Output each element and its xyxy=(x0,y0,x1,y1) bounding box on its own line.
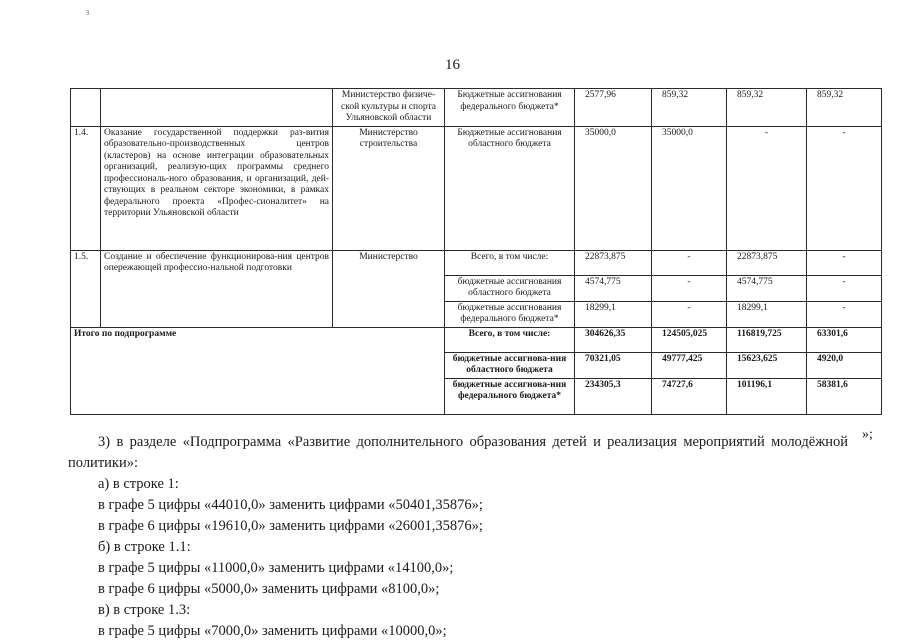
table-row xyxy=(71,250,882,275)
cell-value: - xyxy=(807,301,882,327)
paragraph: в графе 6 цифры «19610,0» заменить цифрами «26001,35876»; xyxy=(98,518,483,534)
cell-no: 1.5. xyxy=(71,250,101,327)
cell-executor: Министерство физиче-ской культуры и спорта Ульяновской области xyxy=(333,89,445,127)
paragraph: а) в строке 1: xyxy=(98,476,179,492)
cell-value: 859,32 xyxy=(807,89,882,127)
cell-value: 18299,1 xyxy=(727,301,807,327)
cell-value: 74727,6 xyxy=(652,378,727,414)
cell-value: 116819,725 xyxy=(727,327,807,352)
cell-value: 35000,0 xyxy=(652,126,727,250)
margin-mark: з xyxy=(85,6,90,18)
paragraph: в графе 5 цифры «7000,0» заменить цифрами «10000,0»; xyxy=(98,623,447,639)
cell-value: 18299,1 xyxy=(575,301,652,327)
cell-value: 4574,775 xyxy=(727,275,807,301)
cell-source: бюджетные ассигнования областного бюджета xyxy=(445,275,575,301)
paragraph: в) в строке 1.3: xyxy=(98,602,191,618)
cell-value: 15623,625 xyxy=(727,352,807,378)
cell-value: - xyxy=(807,250,882,275)
table-row xyxy=(71,327,882,352)
cell-value: - xyxy=(727,126,807,250)
budget-table xyxy=(70,88,882,415)
cell-value: 22873,875 xyxy=(727,250,807,275)
cell-value: 58381,6 xyxy=(807,378,882,414)
cell-name: Оказание государственной поддержки раз-вития образовательно-производственных центров (кластеров) на основе интеграции образовательных организаций, реализую-щих программы среднего профессиональ-ного образования, и организаций, дей-ствующих в реальном секторе экономики, в рамках федерального проекта «Профес-сионалитет» на территории Ульяновской области xyxy=(101,126,333,250)
cell-source: Всего, в том числе: xyxy=(445,250,575,275)
page-number: 16 xyxy=(445,57,460,73)
paragraph: в графе 5 цифры «11000,0» заменить цифрами «14100,0»; xyxy=(98,560,454,576)
paragraph: б) в строке 1.1: xyxy=(98,539,191,555)
paragraph: 3) в разделе «Подпрограмма «Развитие дополнительного образования детей и реализация мероприятий молодёжной политики»: xyxy=(68,434,848,471)
table-row xyxy=(71,89,882,127)
cell-value: - xyxy=(807,126,882,250)
cell-name xyxy=(101,89,333,127)
cell-value: 101196,1 xyxy=(727,378,807,414)
table-row xyxy=(71,126,882,250)
cell-source: бюджетные ассигнования федерального бюджета* xyxy=(445,301,575,327)
cell-value: 35000,0 xyxy=(575,126,652,250)
cell-executor: Министерство строительства xyxy=(333,126,445,250)
cell-value: - xyxy=(807,275,882,301)
cell-value: 859,32 xyxy=(652,89,727,127)
cell-value: 234305,3 xyxy=(575,378,652,414)
cell-value: 4920,0 xyxy=(807,352,882,378)
closing-quote-mark: »; xyxy=(862,427,873,442)
cell-value: 63301,6 xyxy=(807,327,882,352)
cell-value: 304626,35 xyxy=(575,327,652,352)
cell-value: 49777,425 xyxy=(652,352,727,378)
cell-value: 22873,875 xyxy=(575,250,652,275)
cell-source: Бюджетные ассигнования федерального бюджета* xyxy=(445,89,575,127)
cell-source: бюджетные ассигнова-ния областного бюджета xyxy=(445,352,575,378)
body-text xyxy=(68,432,848,642)
cell-value: 4574,775 xyxy=(575,275,652,301)
paragraph: в графе 6 цифры «5000,0» заменить цифрами «8100,0»; xyxy=(98,581,440,597)
cell-value: 859,32 xyxy=(727,89,807,127)
cell-source: Всего, в том числе: xyxy=(445,327,575,352)
cell-no: 1.4. xyxy=(71,126,101,250)
cell-value: - xyxy=(652,301,727,327)
cell-no xyxy=(71,89,101,127)
cell-source: бюджетные ассигнова-ния федерального бюджета* xyxy=(445,378,575,414)
total-label: Итого по подпрограмме xyxy=(71,327,445,414)
cell-value: 70321,05 xyxy=(575,352,652,378)
cell-value: 124505,025 xyxy=(652,327,727,352)
cell-name: Создание и обеспечение функционирова-ния центров опережающей профессио-нальной подготовки xyxy=(101,250,333,327)
cell-executor: Министерство xyxy=(333,250,445,327)
paragraph: в графе 5 цифры «44010,0» заменить цифрами «50401,35876»; xyxy=(98,497,483,513)
cell-value: 2577,96 xyxy=(575,89,652,127)
cell-value: - xyxy=(652,250,727,275)
cell-source: Бюджетные ассигнования областного бюджета xyxy=(445,126,575,250)
cell-value: - xyxy=(652,275,727,301)
